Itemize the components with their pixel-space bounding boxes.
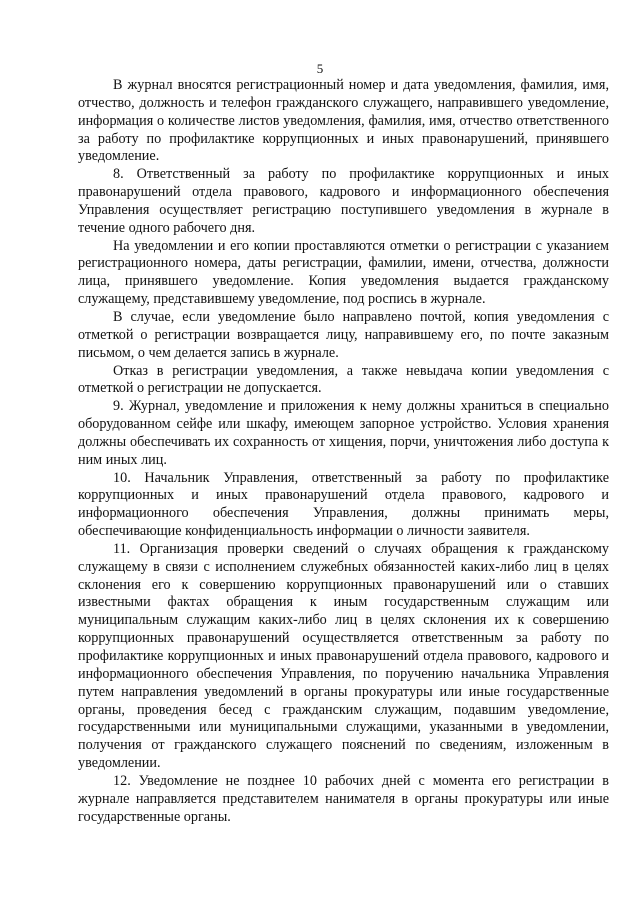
paragraph-refusal-not-allowed: Отказ в регистрации уведомления, а также невыдача копии уведомления с отметкой о регистрации не допускается. bbox=[78, 362, 609, 397]
paragraph-postal-notice: В случае, если уведомление было направлено почтой, копия уведомления с отметкой о регистрации возвращается лицу, направившему его, по почте заказным письмом, о чем делается запись в журнале. bbox=[78, 308, 609, 361]
paragraph-journal-entries: В журнал вносятся регистрационный номер и дата уведомления, фамилия, имя, отчество, должность и телефон гражданского служащего, направившего уведомление, информация о количестве листов уведомления, фамилия, имя, отчество ответственного за работу по профилактике коррупционных и иных правонарушений, принявшего уведомление. bbox=[78, 77, 609, 165]
page-number: 5 bbox=[316, 61, 324, 76]
paragraph-10-confidentiality: 10. Начальник Управления, ответственный за работу по профилактике коррупционных и иных правонарушений отдела правового, кадрового и информационного обеспечения Управления, должны принимать меры, обеспечивающие конфиденциальность информации о личности заявителя. bbox=[78, 469, 609, 540]
paragraph-8-registration: 8. Ответственный за работу по профилактике коррупционных и иных правонарушений отдела правового, кадрового и информационного обеспечения Управления осуществляет регистрацию поступившего уведомления в журнале в течение одного рабочего дня. bbox=[78, 166, 609, 236]
document-body bbox=[78, 77, 609, 826]
paragraph-registration-marks: На уведомлении и его копии проставляются отметки о регистрации с указанием регистрационного номера, даты регистрации, фамилии, имени, отчества, должности лица, принявшего уведомление. Копия уведомления выдается гражданскому служащему, представившему уведомление, под роспись в журнале. bbox=[78, 237, 609, 308]
paragraph-9-storage: 9. Журнал, уведомление и приложения к нему должны храниться в специально оборудованном сейфе или шкафу, имеющем запорное устройство. Условия хранения должны обеспечивать их сохранность от хищения, порчи, уничтожения либо доступа к ним иных лиц. bbox=[78, 398, 609, 468]
paragraph-11-verification: 11. Организация проверки сведений о случаях обращения к гражданскому служащему в связи с исполнением служебных обязанностей каких-либо лиц в целях склонения его к совершению коррупционных правонарушений или о ставших известными фактах обращения к иным государственным служащим или муниципальным служащим каких-либо лиц в целях склонения их к совершению коррупционных правонарушений осуществляется ответственным за работу по профилактике коррупционных и иных правонарушений отдела правового, кадрового и информационного обеспечения Управления, по поручению начальника Управления путем направления уведомлений в органы прокуратуры или иные государственные органы, проведения бесед с гражданским служащим, подавшим уведомление, государственными или муниципальными служащими, указанными в уведомлении, получения от гражданского служащего пояснений по сведениям, изложенным в уведомлении. bbox=[78, 540, 609, 772]
paragraph-12-forwarding: 12. Уведомление не позднее 10 рабочих дней с момента его регистрации в журнале направляется представителем нанимателя в органы прокуратуры или иные государственные органы. bbox=[78, 772, 609, 825]
